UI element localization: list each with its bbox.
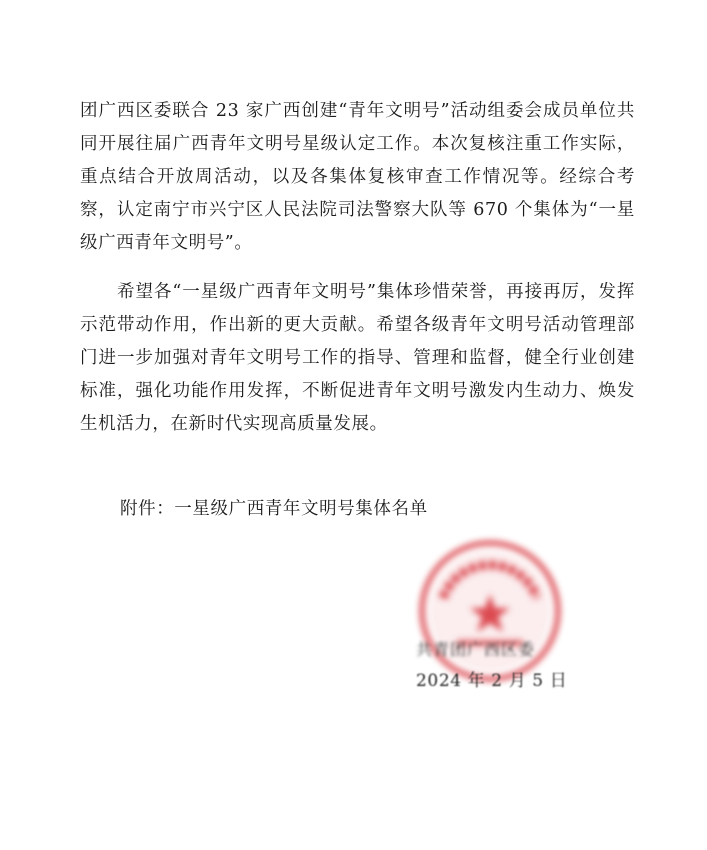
body-paragraph-1: 团广西区委联合 23 家广西创建“青年文明号”活动组委会成员单位共同开展往届广西青年文明号星级认定工作。本次复核注重工作实际，重点结合开放周活动，以及各集体复核审查工作情况等。经综合考察，认定南宁市兴宁区人民法院司法警察大队等 670 个集体为“一星级广西青年文明号”。 bbox=[80, 101, 635, 253]
issue-date: 2024 年 2 月 5 日 bbox=[416, 671, 568, 691]
attachment-line: 附件：一星级广西青年文明号集体名单 bbox=[120, 499, 428, 519]
issuing-organization: 共青团广西区委 bbox=[416, 640, 536, 659]
official-seal-icon bbox=[415, 536, 565, 686]
body-paragraph-2: 希望各“一星级广西青年文明号”集体珍惜荣誉，再接再厉，发挥示范带动作用，作出新的更大贡献。希望各级青年文明号活动管理部门进一步加强对青年文明号工作的指导、管理和监督，健全行业创建标准，强化功能作用发挥，不断促进青年文明号激发内生动力、焕发生机活力，在新时代实现高质量发展。 bbox=[80, 282, 635, 434]
